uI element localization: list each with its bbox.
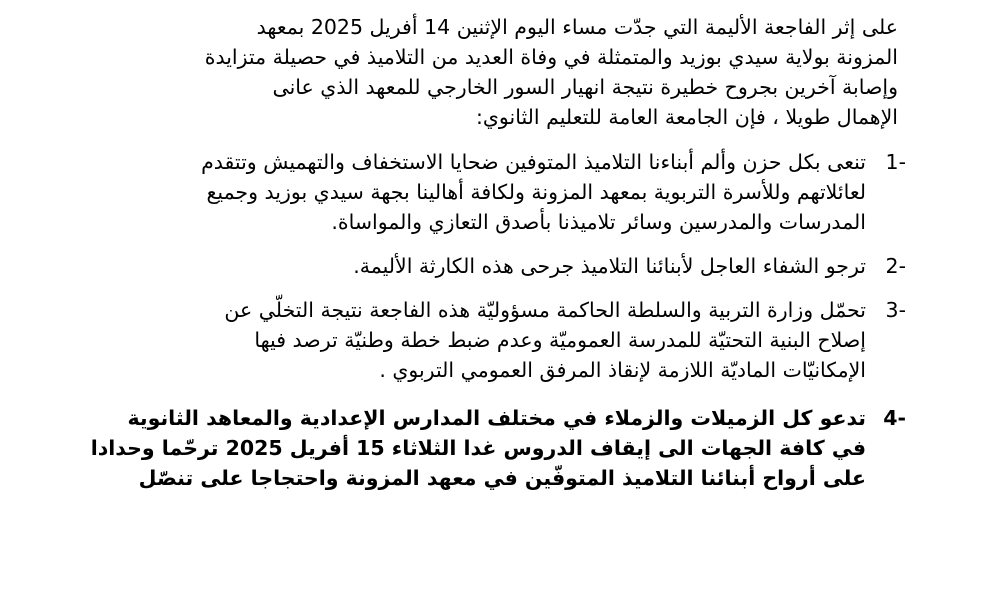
item-line: لعائلاتهم وللأسرة التربوية بمعهد المزونة ولكافة أهالينا بجهة سيدي بوزيد وجميع bbox=[206, 180, 866, 204]
item-line: إصلاح البنية التحتيّة للمدرسة العموميّة وعدم ضبط خطة وطنيّة ترصد فيها bbox=[254, 328, 866, 352]
item-number: 4- bbox=[883, 406, 906, 430]
item-number: 2- bbox=[885, 254, 906, 278]
item-line: الإمكانيّات الماديّة اللازمة لإنقاذ المرفق العمومي التربوي . bbox=[379, 358, 866, 382]
item-line: في كافة الجهات الى إيقاف الدروس غدا الثلاثاء 15 أفريل 2025 ترحّما وحدادا bbox=[90, 436, 866, 460]
intro-line: وإصابة آخرين بجروح خطيرة نتيجة انهيار السور الخارجي للمعهد الذي عانى bbox=[272, 75, 898, 99]
list-item-3 bbox=[80, 295, 906, 385]
document-page bbox=[80, 12, 906, 493]
intro-paragraph bbox=[80, 12, 906, 132]
item-line: تحمّل وزارة التربية والسلطة الحاكمة مسؤوليّة هذه الفاجعة نتيجة التخلّي عن bbox=[224, 298, 866, 322]
intro-line: على إثر الفاجعة الأليمة التي جدّت مساء اليوم الإثنين 14 أفريل 2025 بمعهد bbox=[256, 15, 898, 39]
intro-line: الإهمال طويلا ، فإن الجامعة العامة للتعليم الثانوي: bbox=[475, 105, 898, 129]
list-item-1 bbox=[80, 147, 906, 237]
intro-line: المزونة بولاية سيدي بوزيد والمتمثلة في وفاة العديد من التلاميذ في حصيلة متزايدة bbox=[204, 45, 898, 69]
item-number: 1- bbox=[885, 150, 906, 174]
item-line: على أرواح أبنائنا التلاميذ المتوفّين في معهد المزونة واحتجاجا على تنصّل bbox=[138, 466, 866, 490]
item-line: تنعى بكل حزن وألم أبناءنا التلاميذ المتوفين ضحايا الاستخفاف والتهميش وتتقدم bbox=[201, 150, 866, 174]
item-line: المدرسات والمدرسين وسائر تلاميذنا بأصدق التعازي والمواساة. bbox=[331, 210, 866, 234]
item-line: ترجو الشفاء العاجل لأبنائنا التلاميذ جرحى هذه الكارثة الأليمة. bbox=[353, 254, 866, 278]
item-line: تدعو كل الزميلات والزملاء في مختلف المدارس الإعدادية والمعاهد الثانوية bbox=[127, 406, 866, 430]
list-item-4 bbox=[80, 403, 906, 493]
list-item-2 bbox=[80, 251, 906, 281]
item-number: 3- bbox=[885, 298, 906, 322]
